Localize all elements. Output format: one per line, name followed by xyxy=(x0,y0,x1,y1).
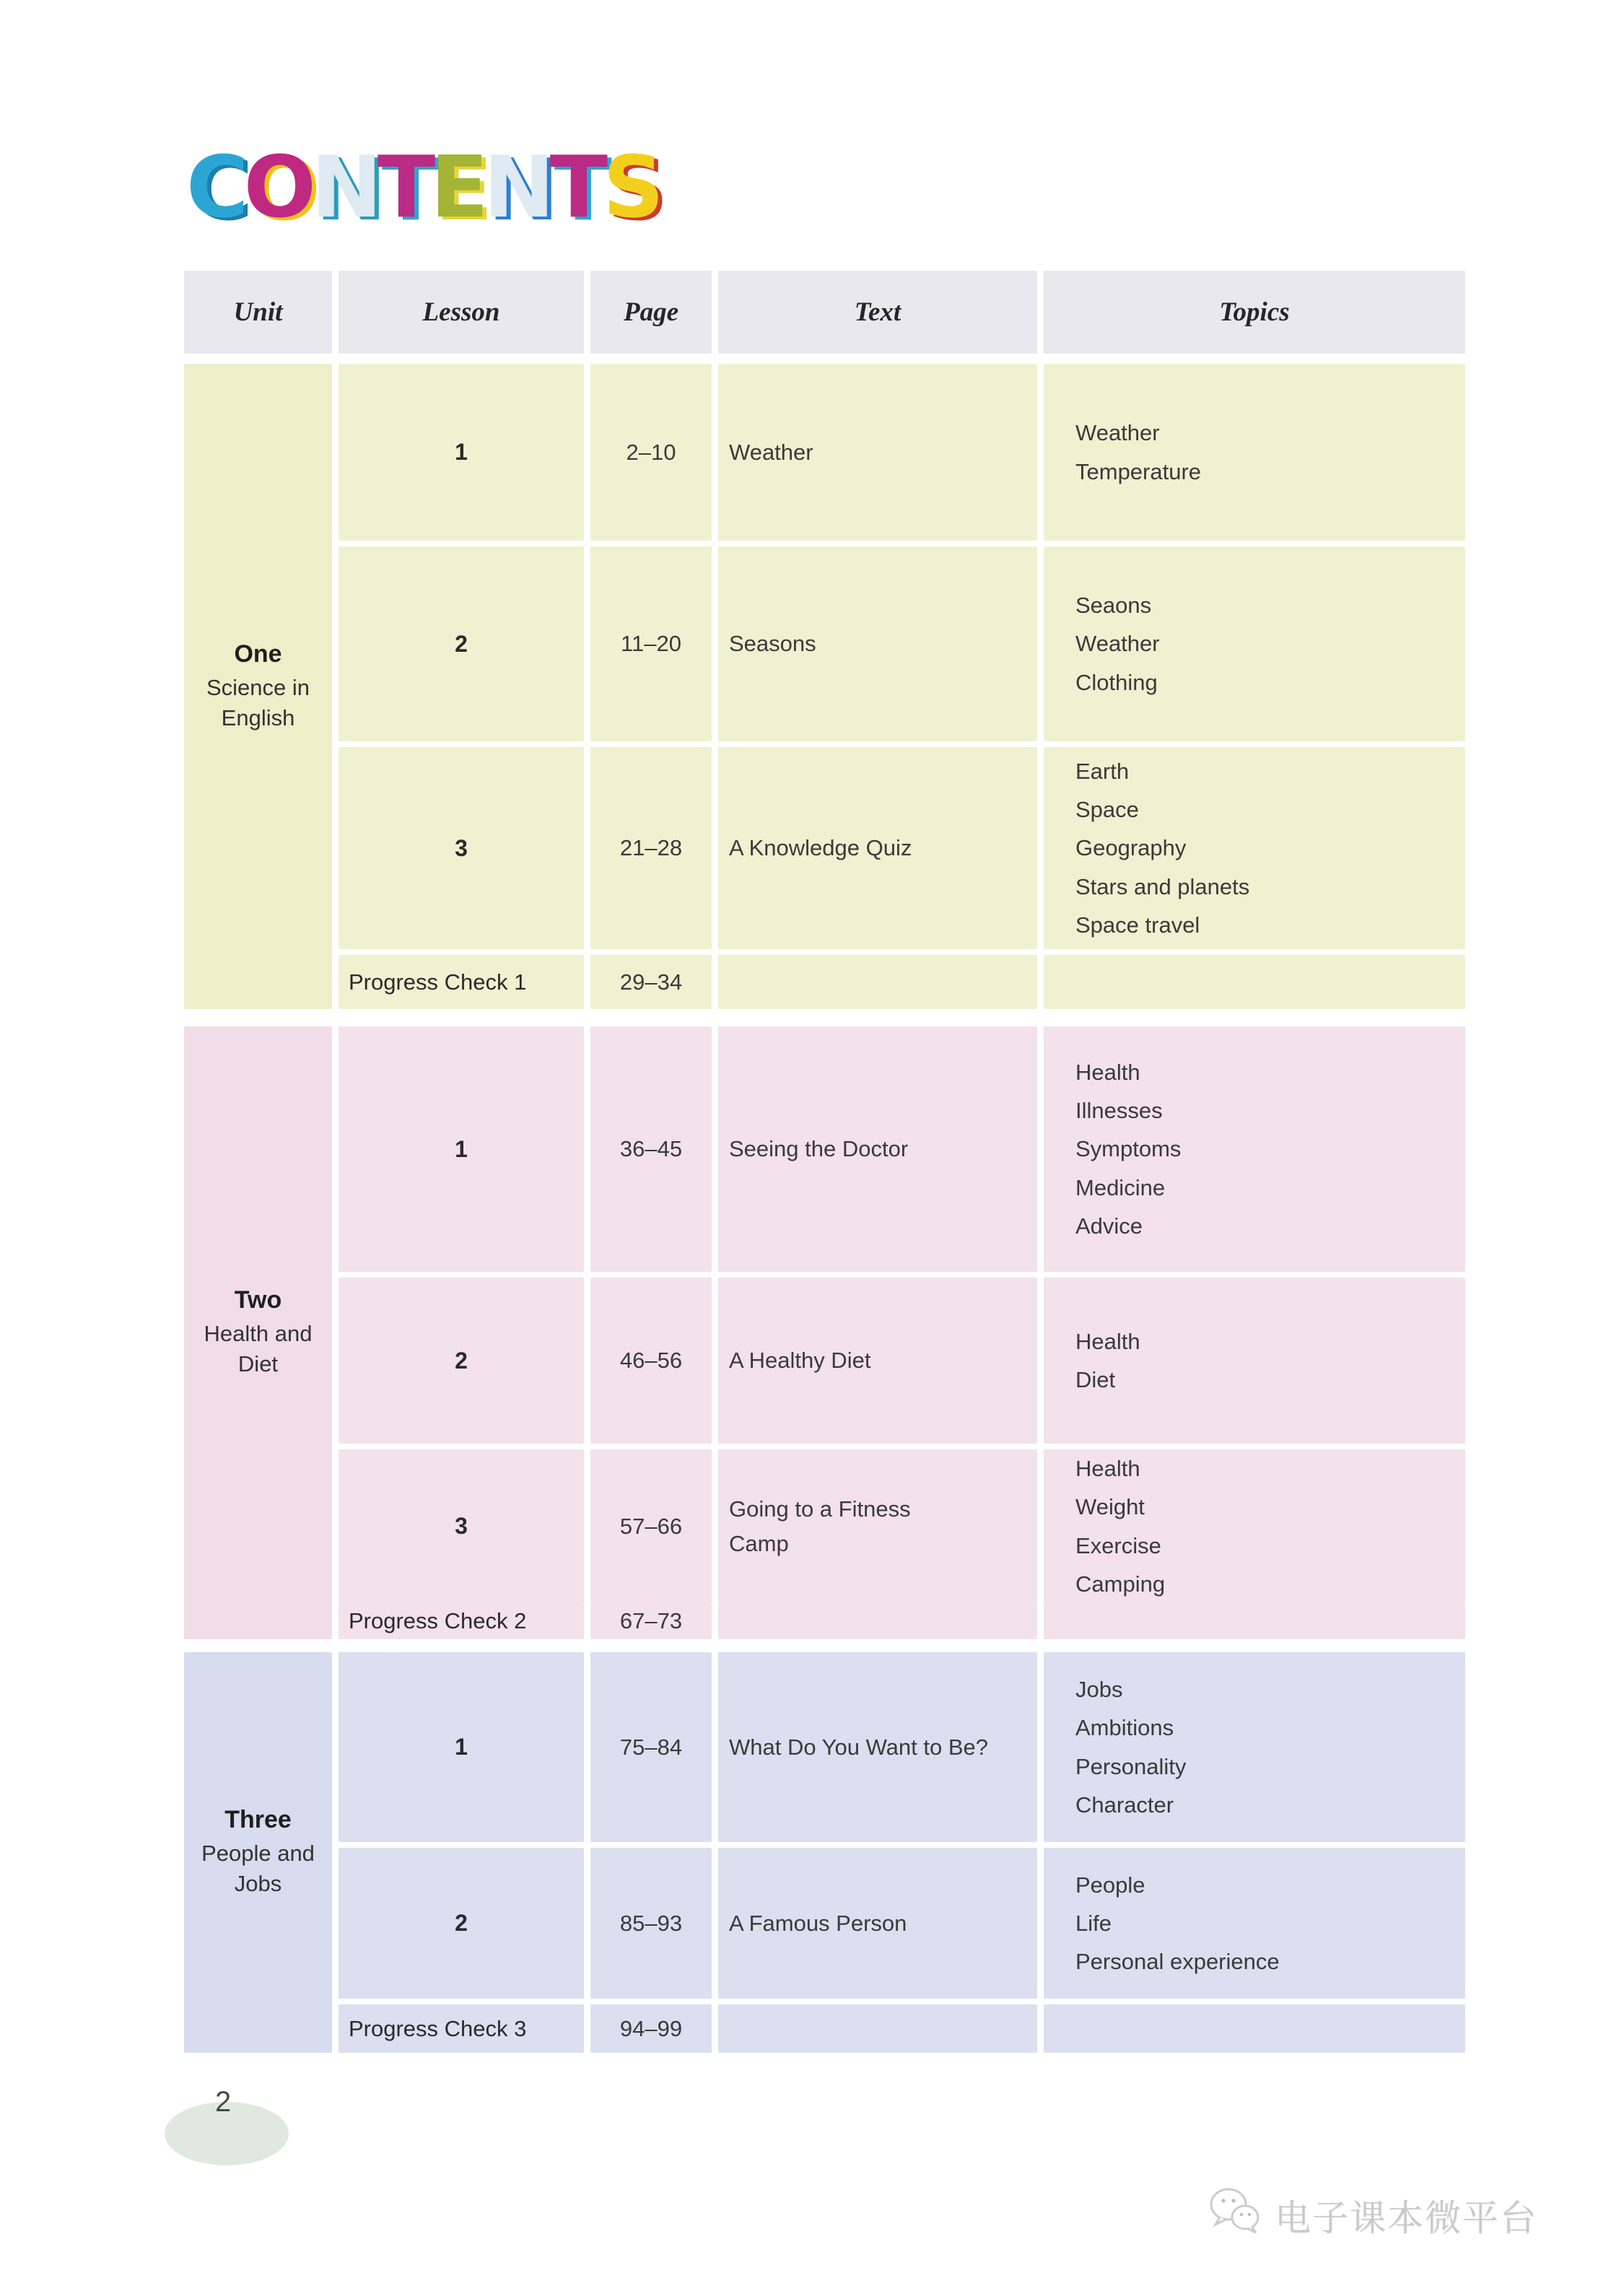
unit-one-cell xyxy=(184,364,332,1009)
title-letter: N xyxy=(310,137,377,237)
lesson-number: 1 xyxy=(339,1652,584,1842)
progress-check-page: 67–73 xyxy=(590,1603,712,1639)
title-letter: E xyxy=(430,137,484,237)
lesson-topics xyxy=(1044,747,1465,949)
topic-item: Health xyxy=(1075,1456,1140,1481)
topic-item: Space travel xyxy=(1075,912,1200,938)
unit-number: One xyxy=(234,640,282,668)
lesson-text: A Knowledge Quiz xyxy=(718,747,1037,949)
empty-cell xyxy=(718,2004,1037,2053)
page-range: 21–28 xyxy=(590,747,712,949)
empty-cell xyxy=(1044,1603,1465,1639)
table-row xyxy=(339,364,1465,541)
lesson-number: 2 xyxy=(339,1848,584,1999)
lesson-number: 1 xyxy=(339,364,584,541)
page-range: 11–20 xyxy=(590,546,712,741)
section-unit-two xyxy=(184,1026,1465,1639)
lesson-text xyxy=(718,1449,1037,1603)
header-lesson: Lesson xyxy=(339,271,584,354)
table-row xyxy=(339,1026,1465,1272)
progress-check-row xyxy=(339,1603,1465,1639)
page-range: 2–10 xyxy=(590,364,712,541)
lesson-text: Seasons xyxy=(718,546,1037,741)
progress-check-label: Progress Check 2 xyxy=(339,1603,584,1639)
unit-subtitle: People and Jobs xyxy=(201,1841,315,1896)
lesson-text: What Do You Want to Be? xyxy=(718,1652,1037,1842)
topic-item: Life xyxy=(1075,1910,1112,1936)
topic-item: Seaons xyxy=(1075,593,1152,619)
lesson-text: Weather xyxy=(718,364,1037,541)
topic-item: Symptoms xyxy=(1075,1136,1182,1162)
lesson-topics xyxy=(1044,546,1465,741)
unit-two-cell xyxy=(184,1026,332,1639)
page-range: 46–56 xyxy=(590,1278,712,1444)
empty-cell xyxy=(718,955,1037,1009)
topic-item: Personal experience xyxy=(1075,1949,1280,1975)
topic-item: Personality xyxy=(1075,1753,1187,1779)
table-header-row xyxy=(184,271,1465,354)
title-letter: C xyxy=(186,137,244,237)
topic-item: Geography xyxy=(1075,835,1187,861)
topic-item: Earth xyxy=(1075,758,1130,784)
lesson-number: 3 xyxy=(339,747,584,949)
unit-number: Two xyxy=(234,1286,282,1314)
lesson-number: 2 xyxy=(339,546,584,741)
lesson-number: 2 xyxy=(339,1278,584,1444)
topic-item: Health xyxy=(1075,1328,1140,1354)
progress-check-label: Progress Check 1 xyxy=(339,955,584,1009)
topic-item: Illnesses xyxy=(1075,1098,1163,1124)
title-letter: S xyxy=(603,137,660,237)
lesson-topics xyxy=(1044,1449,1465,1603)
progress-check-row xyxy=(339,955,1465,1009)
lesson-text-value: Going to a Fitness Camp xyxy=(729,1496,911,1556)
unit-subtitle: Science in English xyxy=(206,674,310,730)
topic-item: Diet xyxy=(1075,1367,1116,1392)
section-unit-one xyxy=(184,364,1465,1009)
topic-item: People xyxy=(1075,1872,1145,1898)
topic-item: Weather xyxy=(1075,631,1160,657)
topic-item: Medicine xyxy=(1075,1174,1166,1200)
lesson-text: A Famous Person xyxy=(718,1848,1037,1999)
contents-table xyxy=(184,271,1465,2053)
header-page: Page xyxy=(590,271,712,354)
lesson-number: 1 xyxy=(339,1026,584,1272)
topic-item: Health xyxy=(1075,1059,1140,1085)
page-range: 57–66 xyxy=(590,1449,712,1603)
table-row xyxy=(339,1848,1465,1999)
lesson-text: A Healthy Diet xyxy=(718,1278,1037,1444)
topic-item: Stars and planets xyxy=(1075,873,1250,899)
topic-item: Space xyxy=(1075,797,1139,823)
title-letter: T xyxy=(377,137,431,237)
lesson-topics xyxy=(1044,1278,1465,1444)
section-unit-three xyxy=(184,1652,1465,2053)
unit-subtitle: Health and Diet xyxy=(204,1321,313,1376)
topic-item: Jobs xyxy=(1075,1676,1123,1702)
table-row xyxy=(339,1278,1465,1444)
header-unit: Unit xyxy=(184,271,332,354)
lesson-text: Seeing the Doctor xyxy=(718,1026,1037,1272)
progress-check-page: 94–99 xyxy=(590,2004,712,2053)
table-row xyxy=(339,747,1465,949)
title-letter: T xyxy=(549,137,603,237)
lesson-number: 3 xyxy=(339,1449,584,1603)
header-topics: Topics xyxy=(1044,271,1465,354)
unit-three-cell xyxy=(184,1652,332,2053)
topic-item: Clothing xyxy=(1075,669,1158,695)
lesson-topics xyxy=(1044,1652,1465,1842)
topic-item: Exercise xyxy=(1075,1532,1161,1558)
empty-cell xyxy=(1044,955,1465,1009)
topic-item: Weather xyxy=(1075,420,1160,446)
empty-cell xyxy=(718,1603,1037,1639)
title-letter: N xyxy=(483,137,550,237)
lesson-topics xyxy=(1044,364,1465,541)
watermark xyxy=(1207,2186,1537,2245)
lesson-topics xyxy=(1044,1026,1465,1272)
topic-item: Ambitions xyxy=(1075,1715,1174,1741)
header-text: Text xyxy=(718,271,1037,354)
topic-item: Character xyxy=(1075,1792,1174,1817)
progress-check-page: 29–34 xyxy=(590,955,712,1009)
page-range: 85–93 xyxy=(590,1848,712,1999)
page-range: 36–45 xyxy=(590,1026,712,1272)
page-title xyxy=(186,137,660,237)
lesson-topics xyxy=(1044,1848,1465,1999)
table-row xyxy=(339,1652,1465,1842)
topic-item: Weight xyxy=(1075,1494,1145,1520)
page-number: 2 xyxy=(215,2086,232,2118)
table-row xyxy=(339,546,1465,741)
empty-cell xyxy=(1044,2004,1465,2053)
progress-check-label: Progress Check 3 xyxy=(339,2004,584,2053)
progress-check-row xyxy=(339,2004,1465,2053)
unit-number: Three xyxy=(224,1806,292,1834)
topic-item: Camping xyxy=(1075,1571,1166,1597)
topic-item: Temperature xyxy=(1075,458,1202,484)
table-row xyxy=(339,1449,1465,1597)
topic-item: Advice xyxy=(1075,1213,1143,1239)
wechat-icon xyxy=(1207,2186,1263,2245)
title-letter: O xyxy=(243,137,311,237)
page-range: 75–84 xyxy=(590,1652,712,1842)
watermark-text: 电子课本微平台 xyxy=(1275,2198,1537,2238)
